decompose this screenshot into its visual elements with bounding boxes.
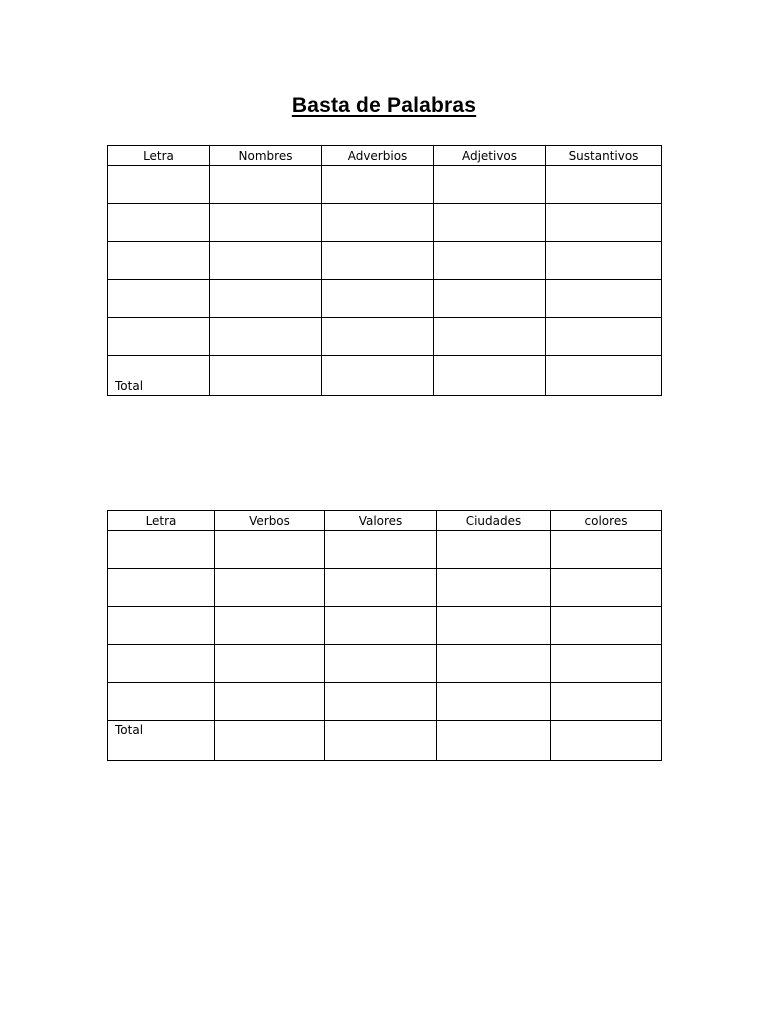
entry-cell[interactable] [322,242,434,280]
table-row [108,645,662,683]
entry-cell[interactable] [434,166,546,204]
entry-cell[interactable] [210,318,322,356]
header-adverbios: Adverbios [322,146,434,166]
total-cell[interactable] [215,721,325,761]
table-header-row [108,146,662,166]
entry-cell[interactable] [215,645,325,683]
table-row [108,318,662,356]
entry-cell[interactable] [108,204,210,242]
header-letra: Letra [108,146,210,166]
entry-cell[interactable] [546,318,662,356]
entry-cell[interactable] [551,569,662,607]
entry-cell[interactable] [551,531,662,569]
entry-cell[interactable] [546,242,662,280]
word-table-two [107,510,662,761]
entry-cell[interactable] [215,531,325,569]
header-nombres: Nombres [210,146,322,166]
entry-cell[interactable] [210,280,322,318]
entry-cell[interactable] [108,607,215,645]
total-row [108,721,662,761]
table-row [108,166,662,204]
table-row [108,242,662,280]
entry-cell[interactable] [434,204,546,242]
entry-cell[interactable] [215,683,325,721]
entry-cell[interactable] [437,607,551,645]
table-header-row [108,511,662,531]
total-cell[interactable] [210,356,322,396]
total-label: Total [108,721,215,761]
table-row [108,280,662,318]
entry-cell[interactable] [551,607,662,645]
entry-cell[interactable] [546,280,662,318]
entry-cell[interactable] [551,683,662,721]
entry-cell[interactable] [325,531,437,569]
entry-cell[interactable] [437,645,551,683]
entry-cell[interactable] [437,683,551,721]
header-verbos: Verbos [215,511,325,531]
entry-cell[interactable] [325,607,437,645]
entry-cell[interactable] [322,280,434,318]
entry-cell[interactable] [434,280,546,318]
table-row [108,683,662,721]
total-cell[interactable] [322,356,434,396]
entry-cell[interactable] [215,569,325,607]
header-colores: colores [551,511,662,531]
total-label: Total [108,356,210,396]
entry-cell[interactable] [322,204,434,242]
entry-cell[interactable] [108,166,210,204]
header-ciudades: Ciudades [437,511,551,531]
entry-cell[interactable] [210,242,322,280]
word-table-one [107,145,662,396]
entry-cell[interactable] [108,280,210,318]
entry-cell[interactable] [325,683,437,721]
table-row [108,569,662,607]
entry-cell[interactable] [434,242,546,280]
entry-cell[interactable] [322,166,434,204]
header-valores: Valores [325,511,437,531]
header-adjetivos: Adjetivos [434,146,546,166]
entry-cell[interactable] [437,531,551,569]
entry-cell[interactable] [108,569,215,607]
entry-cell[interactable] [210,204,322,242]
entry-cell[interactable] [108,242,210,280]
entry-cell[interactable] [546,204,662,242]
table-row [108,204,662,242]
total-cell[interactable] [434,356,546,396]
entry-cell[interactable] [322,318,434,356]
total-cell[interactable] [546,356,662,396]
entry-cell[interactable] [108,683,215,721]
table-row [108,531,662,569]
document-title: Basta de Palabras [291,94,477,117]
total-cell[interactable] [551,721,662,761]
table-row [108,607,662,645]
header-letra: Letra [108,511,215,531]
entry-cell[interactable] [210,166,322,204]
entry-cell[interactable] [434,318,546,356]
entry-cell[interactable] [215,607,325,645]
entry-cell[interactable] [108,645,215,683]
entry-cell[interactable] [325,569,437,607]
entry-cell[interactable] [551,645,662,683]
entry-cell[interactable] [437,569,551,607]
total-cell[interactable] [437,721,551,761]
entry-cell[interactable] [108,531,215,569]
header-sustantivos: Sustantivos [546,146,662,166]
total-row [108,356,662,396]
entry-cell[interactable] [325,645,437,683]
entry-cell[interactable] [546,166,662,204]
total-cell[interactable] [325,721,437,761]
entry-cell[interactable] [108,318,210,356]
